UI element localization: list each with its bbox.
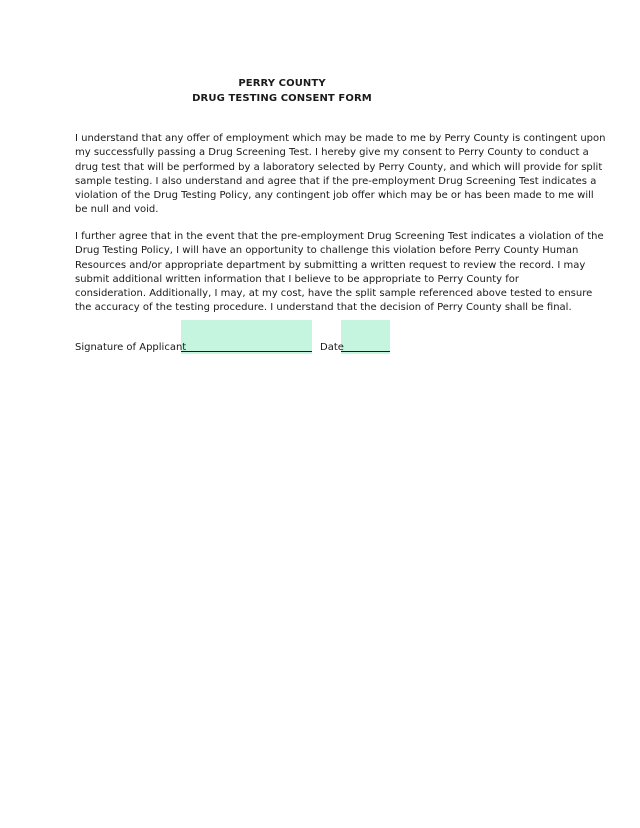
signature-label: Signature of Applicant xyxy=(75,342,187,353)
paragraph-line: submit additional written information that I believe to be appropriate to Perry County for xyxy=(75,273,519,285)
date-input[interactable] xyxy=(341,320,390,354)
paragraph-line: violation of the Drug Testing Policy, any contingent job offer which may be or has been made to me will xyxy=(75,190,594,202)
paragraph-line: drug test that will be performed by a laboratory selected by Perry County, and which will provide for split xyxy=(75,161,603,173)
paragraph-line: I further agree that in the event that the pre-employment Drug Screening Test indicates a violation of the xyxy=(75,231,604,242)
signature-underline xyxy=(181,351,312,352)
paragraph-line: be null and void. xyxy=(75,204,159,216)
paragraph-line: consideration. Additionally, I may, at my cost, have the split sample referenced above tested to ensure xyxy=(75,288,593,300)
paragraph-line: the accuracy of the testing procedure. I understand that the decision of Perry County shall be final. xyxy=(75,302,572,314)
organization-heading: PERRY COUNTY xyxy=(238,78,326,89)
date-underline xyxy=(341,351,390,352)
signature-input[interactable] xyxy=(181,320,312,354)
paragraph-line: Resources and/or appropriate department by submitting a written request to review the record. I may xyxy=(75,259,586,271)
paragraph-line: sample testing. I also understand and agree that if the pre-employment Drug Screening Test indicates a xyxy=(75,175,597,187)
paragraph-line: my successfully passing a Drug Screening Test. I hereby give my consent to Perry County to conduct a xyxy=(75,147,589,159)
paragraph-line: Drug Testing Policy, I will have an opportunity to challenge this violation before Perry County Human xyxy=(75,245,579,257)
form-title: DRUG TESTING CONSENT FORM xyxy=(192,93,372,104)
consent-paragraph-1 xyxy=(75,132,606,218)
paragraph-line: I understand that any offer of employment which may be made to me by Perry County is contingent upon xyxy=(75,133,606,144)
date-label: Date xyxy=(320,342,344,353)
consent-paragraph-2 xyxy=(75,230,604,316)
